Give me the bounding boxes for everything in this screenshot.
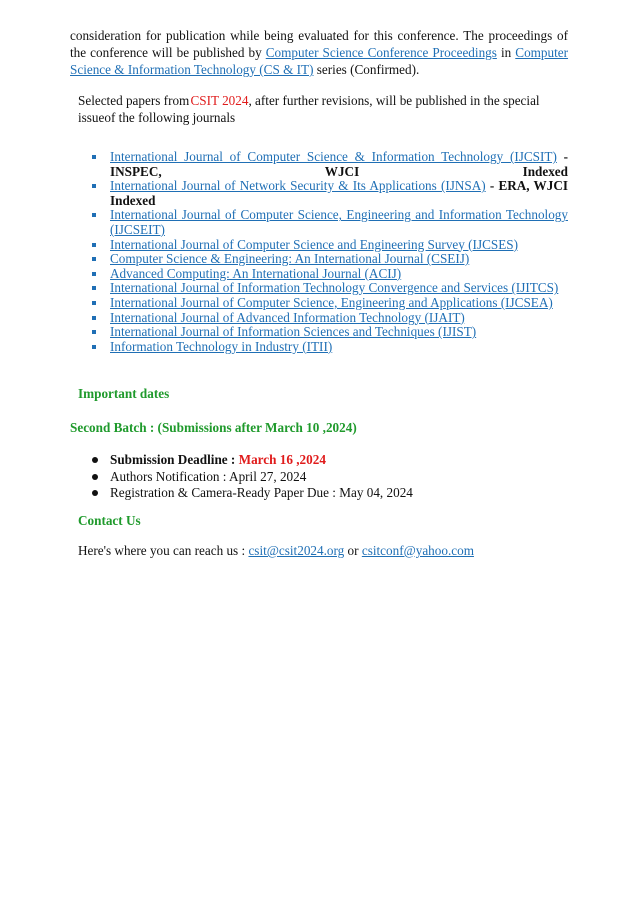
contact-prefix: Here's where you can reach us : — [78, 543, 249, 558]
important-dates-heading: Important dates — [78, 386, 170, 401]
journal-link[interactable]: International Journal of Information Sciences and Techniques (IJIST) — [110, 324, 477, 340]
square-bullet-icon — [92, 330, 96, 334]
square-bullet-icon — [92, 345, 96, 349]
date-value: May 04, 2024 — [339, 485, 413, 500]
square-bullet-icon — [92, 257, 96, 261]
list-item — [92, 325, 568, 340]
square-bullet-icon — [92, 213, 96, 217]
square-bullet-icon — [92, 272, 96, 276]
list-item — [92, 150, 568, 179]
list-item — [92, 208, 568, 237]
list-item — [92, 296, 568, 311]
journal-link[interactable]: International Journal of Computer Science, Engineering and Applications (IJCSEA) — [110, 294, 553, 310]
journal-index: - ERA, WJCI Indexed — [110, 178, 568, 208]
contact-or: or — [344, 543, 362, 558]
selected-suffix: , after further revisions, will be published in the special issueof the following journals — [78, 93, 540, 125]
selected-prefix: Selected papers from — [78, 93, 190, 108]
list-item — [92, 340, 568, 355]
list-item — [92, 311, 568, 326]
intro-mid-text: in — [496, 45, 512, 60]
journal-link[interactable]: International Journal of Computer Science & Information Technology (IJCSIT) — [110, 149, 557, 164]
list-item — [92, 281, 568, 296]
journal-index: - INSPEC, WJCI Indexed — [110, 149, 568, 179]
journal-link[interactable]: Advanced Computing: An International Journal (ACIJ) — [110, 265, 402, 281]
proceedings-link[interactable]: Computer Science Conference Proceedings — [265, 45, 497, 60]
journal-link[interactable]: International Journal of Information Technology Convergence and Services (IJITCS) — [110, 280, 559, 296]
proceedings-paragraph — [70, 27, 568, 78]
email-link-primary[interactable]: csit@csit2024.org — [248, 543, 345, 558]
second-batch-heading: Second Batch : (Submissions after March 10 ,2024) — [70, 420, 357, 435]
intro-text: consideration for publication while being evaluated for this conference. The proceedings of the conference will be published by — [70, 28, 568, 60]
event-name: CSIT 2024 — [190, 93, 249, 108]
square-bullet-icon — [92, 316, 96, 320]
journal-link[interactable]: International Journal of Computer Science, Engineering and Information Technology (IJCSEIT) — [110, 207, 568, 237]
journal-link[interactable]: International Journal of Network Security & Its Applications (IJNSA) — [110, 178, 486, 194]
journal-link[interactable]: Information Technology in Industry (ITII) — [110, 338, 333, 354]
list-item — [92, 238, 568, 253]
date-label: Registration & Camera-Ready Paper Due : — [110, 485, 340, 500]
square-bullet-icon — [92, 301, 96, 305]
square-bullet-icon — [92, 155, 96, 159]
date-label: Submission Deadline : — [110, 452, 239, 467]
journal-list — [92, 150, 568, 354]
cs-it-series-link[interactable]: Computer Science & Information Technology (CS & IT) — [70, 45, 569, 77]
email-link-secondary[interactable]: csitconf@yahoo.com — [361, 543, 474, 558]
dates-list — [92, 452, 413, 502]
bullet-dot-icon — [92, 457, 98, 463]
list-item — [92, 267, 568, 282]
bullet-dot-icon — [92, 474, 98, 480]
square-bullet-icon — [92, 286, 96, 290]
list-item — [92, 485, 413, 502]
intro-end-text: series (Confirmed). — [313, 62, 420, 77]
date-value: March 16 ,2024 — [238, 452, 326, 467]
contact-line — [78, 543, 474, 559]
selected-papers-paragraph — [78, 92, 568, 126]
journal-link[interactable]: International Journal of Advanced Information Technology (IJAIT) — [110, 309, 465, 325]
list-item — [92, 469, 413, 486]
bullet-dot-icon — [92, 490, 98, 496]
date-label: Authors Notification : — [110, 468, 230, 484]
list-item — [92, 252, 568, 267]
contact-heading: Contact Us — [78, 513, 141, 528]
square-bullet-icon — [92, 184, 96, 188]
list-item — [92, 179, 568, 208]
date-value: April 27, 2024 — [229, 468, 307, 484]
journal-link[interactable]: International Journal of Computer Science and Engineering Survey (IJCSES) — [110, 236, 518, 252]
journal-link[interactable]: Computer Science & Engineering: An International Journal (CSEIJ) — [110, 251, 470, 267]
list-item — [92, 452, 413, 469]
square-bullet-icon — [92, 243, 96, 247]
